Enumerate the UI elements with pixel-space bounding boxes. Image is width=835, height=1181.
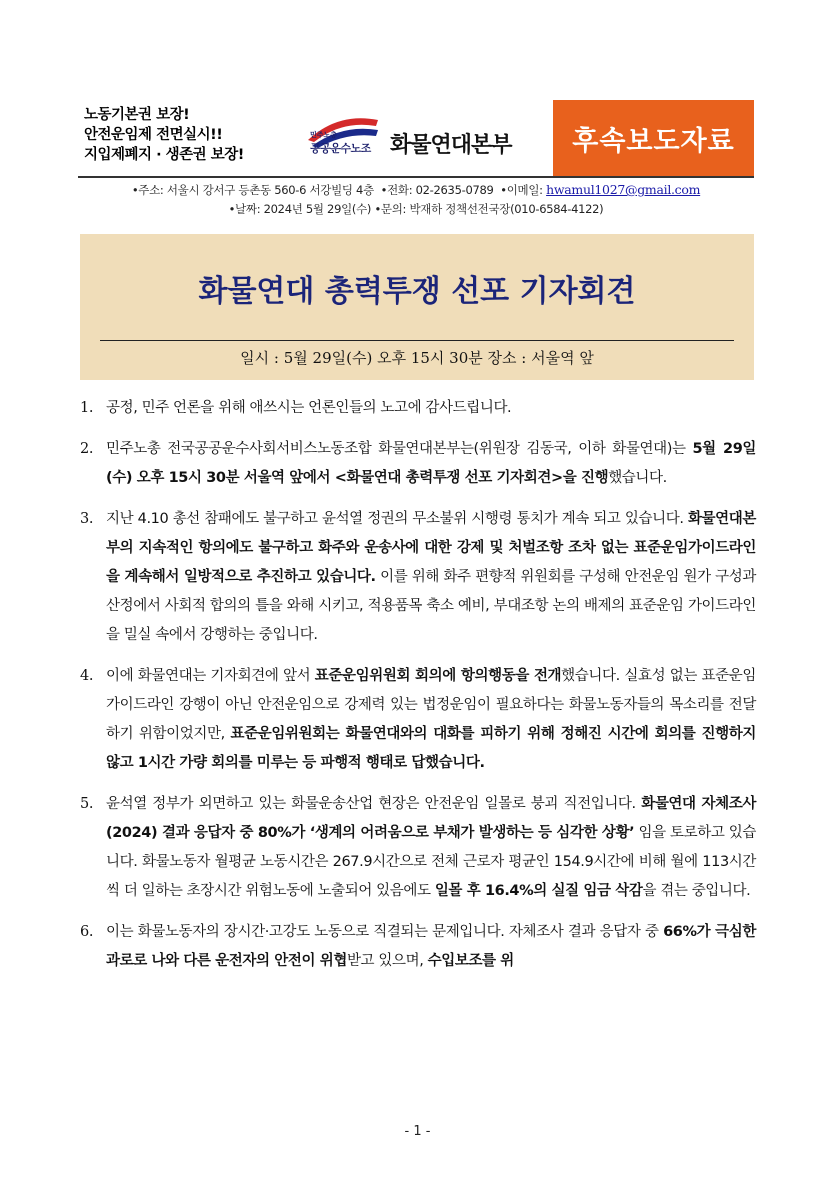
date: •날짜: 2024년 5월 29일(수) (228, 202, 372, 216)
event-meta: 일시 : 5월 29일(수) 오후 15시 30분 장소 : 서울역 앞 (240, 349, 594, 367)
paragraph-number: 2. (80, 441, 94, 457)
title-rule (100, 340, 734, 341)
text-segment: 했습니다. 실효성 없는 표준운임 가이드라인 강행이 아닌 안전운임으로 강제력 있는 법정운임이 필요하다는 화물노동자들의 목소리를 전달하기 위함이었지만, (106, 668, 756, 742)
slogan-2: 안전운임제 전면실시!! (84, 127, 223, 143)
paragraph-3 (80, 505, 756, 650)
inquiry: •문의: 박재하 정책선전국장(010-6584-4122) (374, 202, 604, 216)
bold-text: 표준운임위원회 회의에 항의행동을 전개 (314, 668, 562, 684)
org-name: 화물연대본부 (390, 133, 512, 158)
paragraph-text (106, 505, 756, 650)
phone: •전화: 02-2635-0789 (380, 183, 494, 197)
text-segment: 윤석열 정부가 외면하고 있는 화물운송산업 현장은 안전운임 일몰로 붕괴 직전입니다. (106, 796, 642, 812)
paragraph-6 (80, 918, 756, 976)
paragraph-number: 3. (80, 511, 94, 527)
paragraph-number: 1. (80, 400, 94, 416)
document-title: 화물연대 총력투쟁 선포 기자회견 (198, 274, 636, 309)
bold-text: 화물연대 자체조사(2024) 결과 응답자 중 80%가 ‘생계의 어려움으로 부채가 발생하는 등 심각한 상황’ (106, 796, 756, 841)
header-divider (78, 176, 754, 178)
paragraph-text (106, 435, 756, 493)
paragraph-1 (80, 394, 756, 423)
contact-line-2 (78, 200, 754, 219)
contact-line-1 (78, 180, 754, 200)
text-segment: 했습니다. (608, 470, 667, 486)
page-number: - 1 - (404, 1124, 431, 1139)
paragraph-5 (80, 790, 756, 906)
text-segment: 공정, 민주 언론을 위해 애쓰시는 언론인들의 노고에 감사드립니다. (106, 400, 512, 416)
bold-text: 일몰 후 16.4%의 실질 임금 삭감 (434, 883, 643, 899)
slogan-3: 지입제폐지 · 생존권 보장! (84, 147, 244, 163)
bold-text: 표준운임위원회는 화물연대와의 대화를 피하기 위해 정해진 시간에 회의를 진행하지 않고 1시간 가량 회의를 미루는 등 파행적 행태로 답했습니다. (106, 726, 756, 771)
paragraph-2 (80, 435, 756, 493)
text-segment: 이를 위해 화주 편향적 위원회를 구성해 안전운임 원가 구성과 산정에서 사회적 합의의 틀을 와해 시키고, 적용품목 축소 예비, 부대조항 논의 배제의 표준운임 가이드라인을 밀실 속에서 강행하는 중입니다. (106, 569, 756, 643)
paragraph-text (106, 394, 756, 423)
press-release-label: 후속보도자료 (553, 100, 754, 176)
text-segment: 임을 토로하고 있습니다. 화물노동자 월평균 노동시간은 267.9시간으로 전체 근로자 평균인 154.9시간에 비해 월에 113시간씩 더 일하는 초장시간 위험노동에 노출되어 있음에도 (106, 825, 756, 899)
text-segment: 지난 4.10 총선 참패에도 불구하고 윤석열 정권의 무소불위 시행령 통치가 계속 되고 있습니다. (106, 511, 688, 527)
logo-text: 공공운수노조 (310, 142, 371, 155)
paragraph-number: 5. (80, 796, 94, 812)
text-segment: 받고 있으며, (346, 953, 428, 969)
paragraph-number: 4. (80, 668, 94, 684)
paragraph-text (106, 918, 756, 976)
contact-info (78, 180, 754, 219)
paragraph-4 (80, 662, 756, 778)
press-header (78, 100, 754, 176)
logo-small-text: 민주노총 (310, 131, 338, 139)
paragraph-text (106, 790, 756, 906)
email-label: •이메일: (500, 183, 543, 197)
text-segment: 을 겪는 중입니다. (642, 883, 751, 899)
slogan-1: 노동기본권 보장! (84, 107, 190, 123)
paragraph-text (106, 662, 756, 778)
bold-text: 66%가 극심한 과로로 나와 다른 운전자의 안전이 위협 (106, 924, 756, 969)
document-body (80, 394, 756, 988)
bold-text: 5월 29일(수) 오후 15시 30분 서울역 앞에서 <화물연대 총력투쟁 선포 기자회견>을 진행 (106, 441, 756, 486)
text-segment: 이는 화물노동자의 장시간·고강도 노동으로 직결되는 문제입니다. 자체조사 결과 응답자 중 (106, 924, 664, 940)
slogans (84, 105, 244, 165)
bold-text: 화물연대본부의 지속적인 항의에도 불구하고 화주와 운송사에 대한 강제 및 처벌조항 조차 없는 표준운임가이드라인을 계속해서 일방적으로 추진하고 있습니다. (106, 511, 756, 585)
text-segment: 이에 화물연대는 기자회견에 앞서 (106, 668, 315, 684)
email-link[interactable]: hwamul1027@gmail.com (546, 182, 701, 197)
title-box (80, 234, 754, 380)
bold-text: 수입보조를 위 (427, 953, 514, 969)
address: •주소: 서울시 강서구 등촌동 560-6 서강빌딩 4층 (131, 183, 374, 197)
text-segment: 민주노총 전국공공운수사회서비스노동조합 화물연대본부는(위원장 김동국, 이하 화물연대)는 (106, 441, 693, 457)
paragraph-number: 6. (80, 924, 94, 940)
